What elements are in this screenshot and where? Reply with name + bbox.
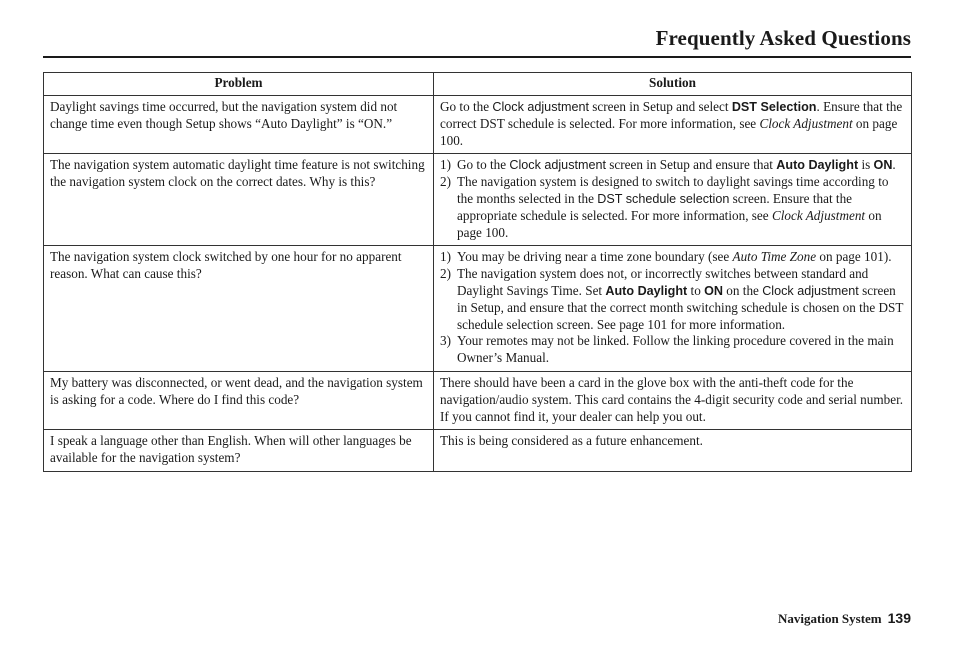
page-number: 139 (887, 610, 911, 626)
solution-step (440, 174, 905, 241)
step-number: 1) (440, 157, 451, 173)
solution-step (440, 333, 905, 367)
text: is (858, 157, 874, 173)
column-header-problem: Problem (44, 73, 434, 96)
table-row (44, 246, 912, 372)
page-footer (778, 610, 911, 627)
setting-value: ON (704, 283, 723, 298)
step-number: 3) (440, 333, 451, 349)
text: The navigation system does not, or incorrectly switches between standard and Daylight Savings Time. Set (457, 266, 869, 298)
table-row (44, 430, 912, 472)
solution-steps (440, 249, 905, 367)
text: screen in Setup, and ensure that the correct month switching schedule is chosen on the DST schedule selection screen. See page 101 for more information. (457, 282, 904, 332)
screen-name: Clock adjustment (509, 158, 606, 173)
screen-name: DST schedule selection (597, 191, 730, 206)
reference-title: Auto Time Zone (732, 249, 817, 265)
reference-title: Clock Adjustment (771, 207, 866, 223)
solution-cell (434, 96, 912, 154)
text: screen in Setup and ensure that (605, 157, 777, 173)
solution-steps (440, 157, 905, 241)
solution-cell: There should have been a card in the glove box with the anti-theft code for the navigation/audio system. This card contains the 4-digit security code and serial number. If you cannot find it, your dealer can help you out. (434, 371, 912, 429)
text: screen in Setup and select (588, 99, 732, 114)
table-row (44, 154, 912, 246)
title-rule (43, 56, 911, 58)
solution-cell (434, 154, 912, 246)
screen-name: Clock adjustment (762, 283, 859, 298)
footer-section: Navigation System (778, 611, 882, 626)
problem-cell: I speak a language other than English. When will other languages be available for the navigation system? (44, 430, 434, 472)
problem-cell: The navigation system clock switched by one hour for no apparent reason. What can cause this? (44, 246, 434, 372)
text: on page 101). (816, 249, 892, 265)
setting-value: ON (873, 158, 893, 173)
text: on page 100. (457, 207, 882, 240)
problem-cell: My battery was disconnected, or went dead, and the navigation system is asking for a code. Where do I find this code? (44, 371, 434, 429)
table-header-row (44, 73, 912, 96)
text: . Ensure that the correct DST schedule is selected. For more information, see (440, 99, 903, 131)
table-row (44, 96, 912, 154)
screen-name: Clock adjustment (492, 100, 589, 114)
text: on page 100. (440, 115, 898, 148)
text: Go to the (440, 99, 493, 114)
reference-title: Clock Adjustment (759, 115, 853, 131)
text: You may be driving near a time zone boundary (see (457, 249, 733, 265)
solution-step (440, 249, 905, 266)
solution-step (440, 266, 905, 333)
setting-name: Auto Daylight (605, 283, 688, 298)
solution-step (440, 157, 905, 174)
text: on the (723, 282, 763, 298)
table-row (44, 371, 912, 429)
setting-name: Auto Daylight (776, 158, 859, 173)
text: Go to the (457, 157, 510, 173)
step-number: 2) (440, 174, 451, 190)
faq-table (43, 72, 912, 472)
problem-cell: Daylight savings time occurred, but the navigation system did not change time even though Setup shows “Auto Daylight” is “ON.” (44, 96, 434, 154)
solution-cell: This is being considered as a future enhancement. (434, 430, 912, 472)
problem-cell: The navigation system automatic daylight time feature is not switching the navigation system clock on the correct dates. Why is this? (44, 154, 434, 246)
page-title: Frequently Asked Questions (655, 26, 911, 50)
text: The navigation system is designed to switch to daylight savings time according to the months selected in the (457, 174, 889, 206)
solution-cell (434, 246, 912, 372)
text: . (892, 157, 896, 173)
column-header-solution: Solution (434, 73, 912, 96)
step-number: 1) (440, 249, 451, 265)
text: to (687, 282, 705, 298)
step-number: 2) (440, 266, 451, 282)
setting-name: DST Selection (731, 100, 817, 114)
text: Your remotes may not be linked. Follow the linking procedure covered in the main Owner’s Manual. (457, 333, 894, 366)
text: screen. Ensure that the appropriate schedule is selected. For more information, see (457, 190, 853, 223)
